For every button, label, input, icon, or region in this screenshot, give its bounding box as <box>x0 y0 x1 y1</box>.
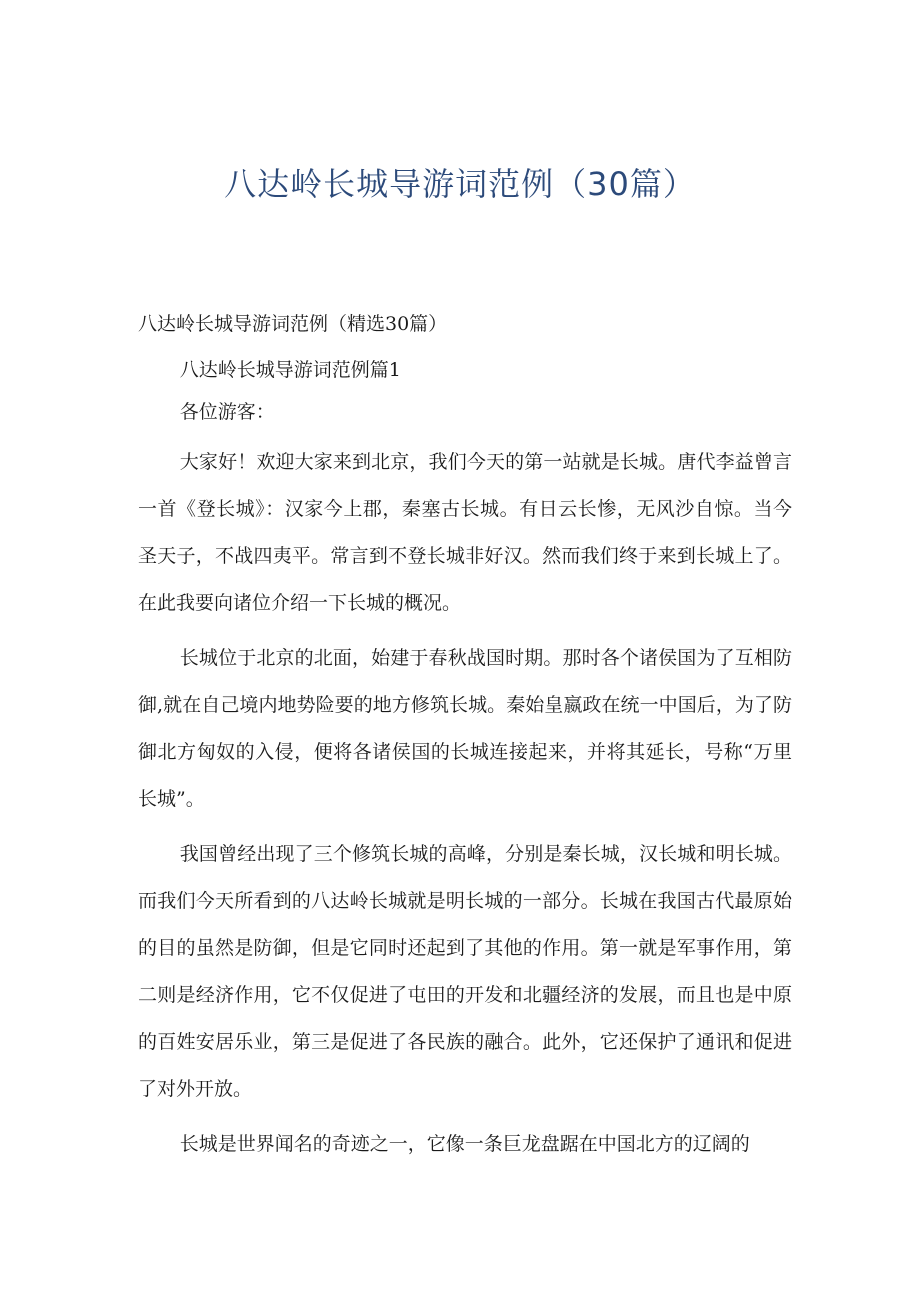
document-subtitle: 八达岭长城导游词范例（精选30篇） <box>138 313 448 335</box>
paragraph: 我国曾经出现了三个修筑长城的高峰，分别是秦长城，汉长城和明长城。而我们今天所看到的八达岭长城就是明长城的一部分。长城在我国古代最原始的目的虽然是防御，但是它同时还起到了其他的作用。第一就是军事作用，第二则是经济作用，它不仅促进了屯田的开发和北疆经济的发展，而且也是中原的百姓安居乐业，第三是促进了各民族的融合。此外，它还保护了通讯和促进了对外开放。 <box>138 843 792 1100</box>
section-heading: 八达岭长城导游词范例篇1 <box>179 359 401 381</box>
paragraph: 长城是世界闻名的奇迹之一，它像一条巨龙盘踞在中国北方的辽阔的 <box>179 1133 750 1155</box>
paragraph: 大家好！欢迎大家来到北京，我们今天的第一站就是长城。唐代李益曾言一首《登长城》：汉家今上郡，秦塞古长城。有日云长惨，无风沙自惊。当今圣天子，不战四夷平。常言到不登长城非好汉。然而我们终于来到长城上了。在此我要向诸位介绍一下长城的概况。 <box>138 451 792 614</box>
paragraph: 长城位于北京的北面，始建于春秋战国时期。那时各个诸侯国为了互相防御,就在自己境内地势险要的地方修筑长城。秦始皇嬴政在统一中国后，为了防御北方匈奴的入侵，便将各诸侯国的长城连接起来，并将其延长，号称“万里长城”。 <box>138 647 792 810</box>
document-body <box>138 355 792 1176</box>
greeting-line: 各位游客： <box>179 401 275 423</box>
document-title: 八达岭长城导游词范例（30篇） <box>224 165 696 203</box>
